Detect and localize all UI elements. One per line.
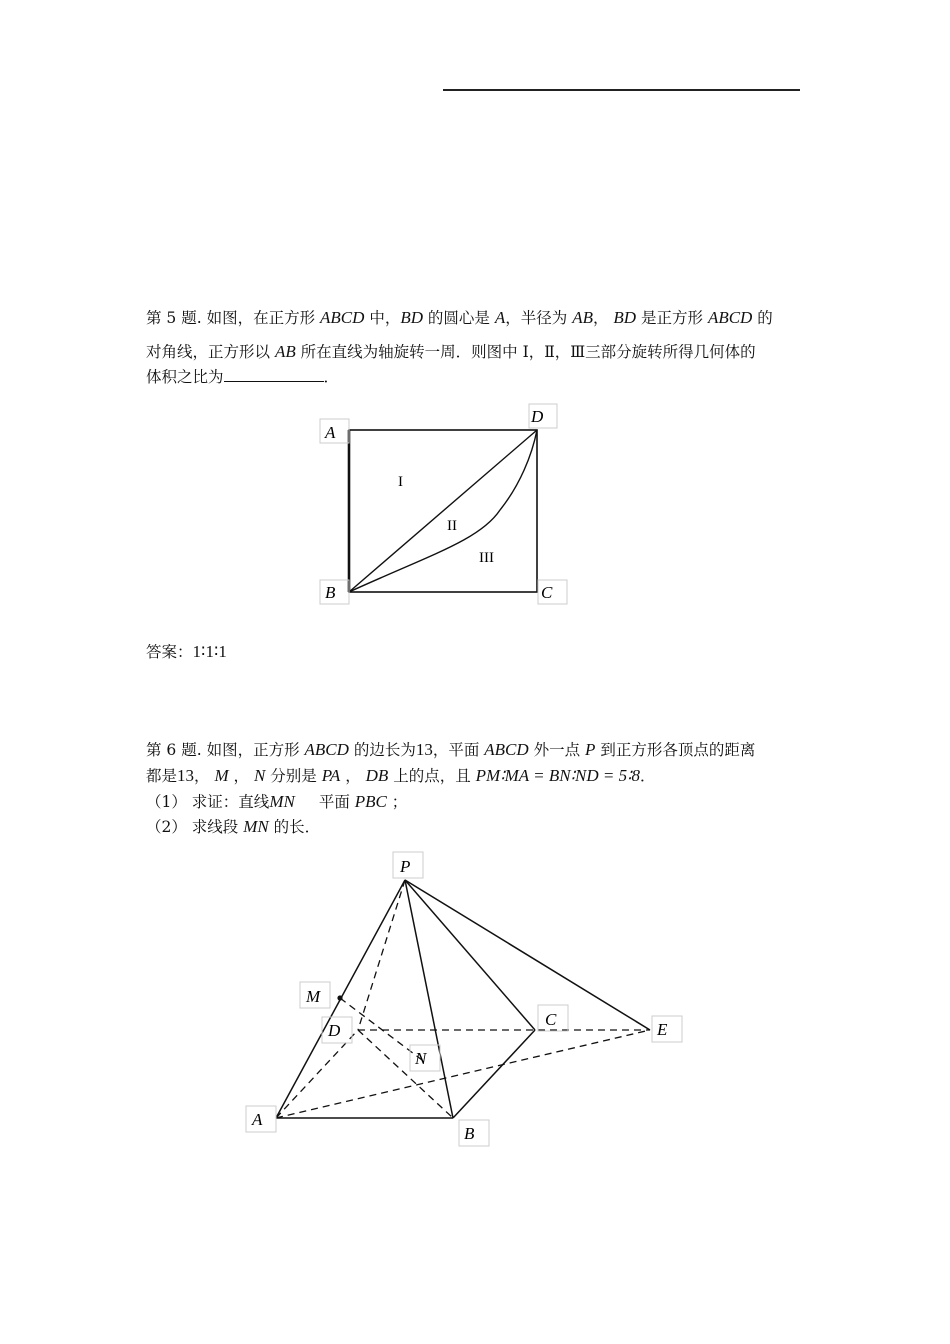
text: ；	[386, 793, 408, 811]
region-label-1: I	[398, 474, 403, 490]
text: 所在直线为轴旋转一周．则图中 Ⅰ，Ⅱ，Ⅲ三部分旋转所得几何体的	[295, 343, 756, 361]
point-label-m: M	[306, 987, 321, 1006]
math-m: M	[214, 766, 229, 785]
text: ，	[228, 767, 254, 785]
text: ，半径为	[505, 309, 573, 327]
math-13: 13	[415, 740, 433, 759]
vertex-label-b: B	[325, 583, 336, 602]
math-abcd: ABCD	[320, 308, 365, 327]
math-mn: MN	[269, 792, 295, 811]
math-abcd: ABCD	[304, 740, 349, 759]
text: 对角线，正方形以	[146, 343, 275, 361]
vertex-label-c: C	[541, 583, 553, 602]
part-number: （2）	[146, 818, 187, 836]
math-pa: PA	[321, 766, 341, 785]
math-db: DB	[365, 766, 389, 785]
math-mn: MN	[243, 817, 269, 836]
q5-answer	[146, 636, 227, 668]
text: ，平面	[432, 741, 485, 759]
math-ratio: PM∶MA = BN∶ND = 5∶8	[475, 766, 640, 785]
text: 求线段	[186, 818, 244, 836]
text: 的圆心是	[423, 309, 495, 327]
point-m	[337, 995, 342, 1000]
text: 求证：直线	[186, 793, 270, 811]
math-ab: AB	[274, 342, 296, 361]
point-label-e: E	[657, 1020, 668, 1039]
math-p: P	[585, 740, 596, 759]
math-ab: AB	[572, 308, 593, 327]
text: 到正方形各顶点的距离	[595, 741, 756, 759]
region-label-3: III	[479, 550, 494, 566]
text: 上的点，且	[388, 767, 476, 785]
text: ，	[592, 309, 614, 327]
diagonal-bd	[349, 430, 537, 592]
text: 分别是	[265, 767, 322, 785]
vertex-label-a: A	[325, 423, 336, 442]
math-abcd: ABCD	[707, 308, 753, 327]
q5-number: 第 5 题. 如图，在正方形	[146, 309, 320, 327]
math-13: 13	[177, 766, 195, 785]
math-bd: BD	[613, 308, 637, 327]
math-pbc: PBC	[354, 792, 387, 811]
text: 的	[752, 309, 773, 327]
math-n: N	[253, 766, 266, 785]
edge-pe	[405, 880, 650, 1030]
answer-value: 1∶1∶1	[192, 642, 227, 661]
text: ，	[340, 767, 366, 785]
q5-figure	[320, 404, 567, 604]
text: 中，	[364, 309, 401, 327]
point-label-n: N	[415, 1049, 427, 1068]
text: 平面	[318, 793, 355, 811]
vertex-label-d: D	[328, 1021, 341, 1040]
vertex-label-p: P	[400, 857, 411, 876]
q6-part-2	[146, 811, 320, 843]
q6-number: 第 6 题. 如图，正方形	[146, 741, 305, 759]
part-number: （1）	[146, 793, 187, 811]
edge-db-dashed	[358, 1030, 453, 1118]
vertex-label-d: D	[531, 407, 544, 426]
math-a: A	[494, 308, 506, 327]
answer-label: 答案：	[146, 643, 193, 661]
math-abcd: ABCD	[484, 740, 529, 759]
text: 的边长为	[348, 741, 416, 759]
vertex-label-a: A	[252, 1110, 263, 1129]
vertex-label-b: B	[464, 1124, 475, 1143]
text: ．	[640, 767, 656, 785]
text: 的长．	[268, 818, 321, 836]
text: ，	[194, 767, 215, 785]
text: 体积之比为	[146, 368, 224, 386]
text: 外一点	[528, 741, 586, 759]
text: 是正方形	[636, 309, 708, 327]
region-label-2: II	[447, 518, 457, 534]
vertex-label-c: C	[545, 1010, 557, 1029]
text: ．	[323, 368, 340, 386]
text: 都是	[146, 767, 178, 785]
edge-pc	[405, 880, 535, 1030]
math-bd: BD	[400, 308, 423, 327]
